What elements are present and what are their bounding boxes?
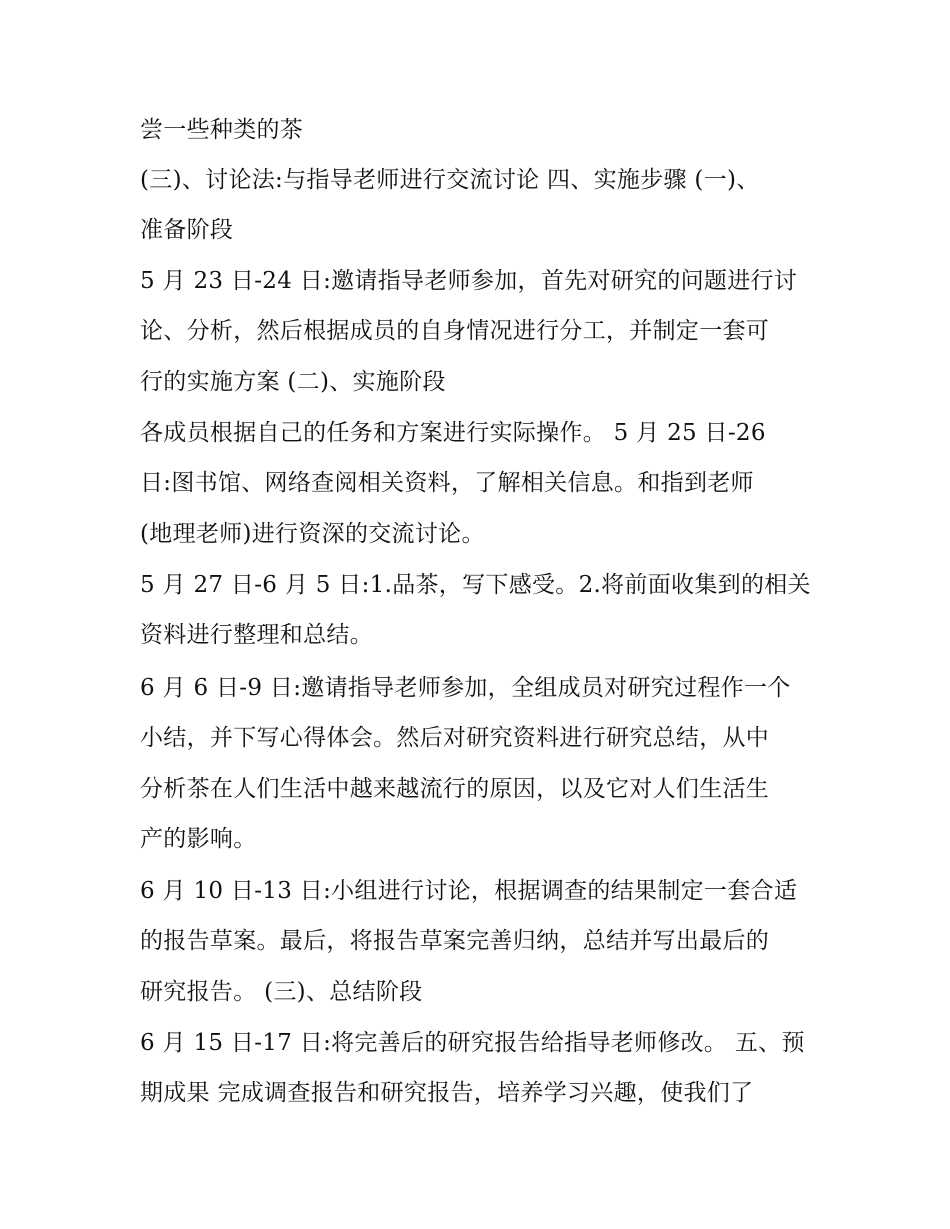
text-line: 小结，并下写心得体会。然后对研究资料进行研究总结，从中 bbox=[140, 725, 770, 751]
text-line: 6 月 10 日-13 日:小组进行讨论，根据调查的结果制定一套合适 bbox=[140, 878, 798, 904]
text-line: 6 月 6 日-9 日:邀请指导老师参加，全组成员对研究过程作一个 bbox=[140, 675, 791, 701]
text-line: 5 月 23 日-24 日:邀请指导老师参加，首先对研究的问题进行讨 bbox=[140, 268, 798, 294]
text-line: 行的实施方案 (二)、实施阶段 bbox=[140, 369, 446, 395]
text-line: 资料进行整理和总结。 bbox=[140, 622, 373, 648]
text-line: 5 月 27 日-6 月 5 日:1.品茶，写下感受。2.将前面收集到的相关 bbox=[140, 572, 811, 598]
text-line: 研究报告。 (三)、总结阶段 bbox=[140, 979, 423, 1005]
text-line: 期成果 完成调查报告和研究报告，培养学习兴趣，使我们了 bbox=[140, 1080, 754, 1106]
text-line: 日:图书馆、网络查阅相关资料，了解相关信息。和指到老师 bbox=[140, 470, 754, 496]
text-line: 的报告草案。最后，将报告草案完善归纳，总结并写出最后的 bbox=[140, 928, 770, 954]
text-line: 分析茶在人们生活中越来越流行的原因，以及它对人们生活生 bbox=[140, 776, 770, 802]
text-line: 尝一些种类的茶 bbox=[140, 117, 304, 143]
text-line: 6 月 15 日-17 日:将完善后的研究报告给指导老师修改。 五、预 bbox=[140, 1030, 805, 1056]
text-line: 各成员根据自己的任务和方案进行实际操作。 5 月 25 日-26 bbox=[140, 420, 766, 446]
text-line: 产的影响。 bbox=[140, 826, 257, 852]
text-line: (地理老师)进行资深的交流讨论。 bbox=[140, 521, 485, 547]
text-line: (三)、讨论法:与指导老师进行交流讨论 四、实施步骤 (一)、 bbox=[140, 167, 760, 193]
text-line: 论、分析，然后根据成员的自身情况进行分工，并制定一套可 bbox=[140, 318, 770, 344]
text-line: 准备阶段 bbox=[140, 217, 234, 243]
